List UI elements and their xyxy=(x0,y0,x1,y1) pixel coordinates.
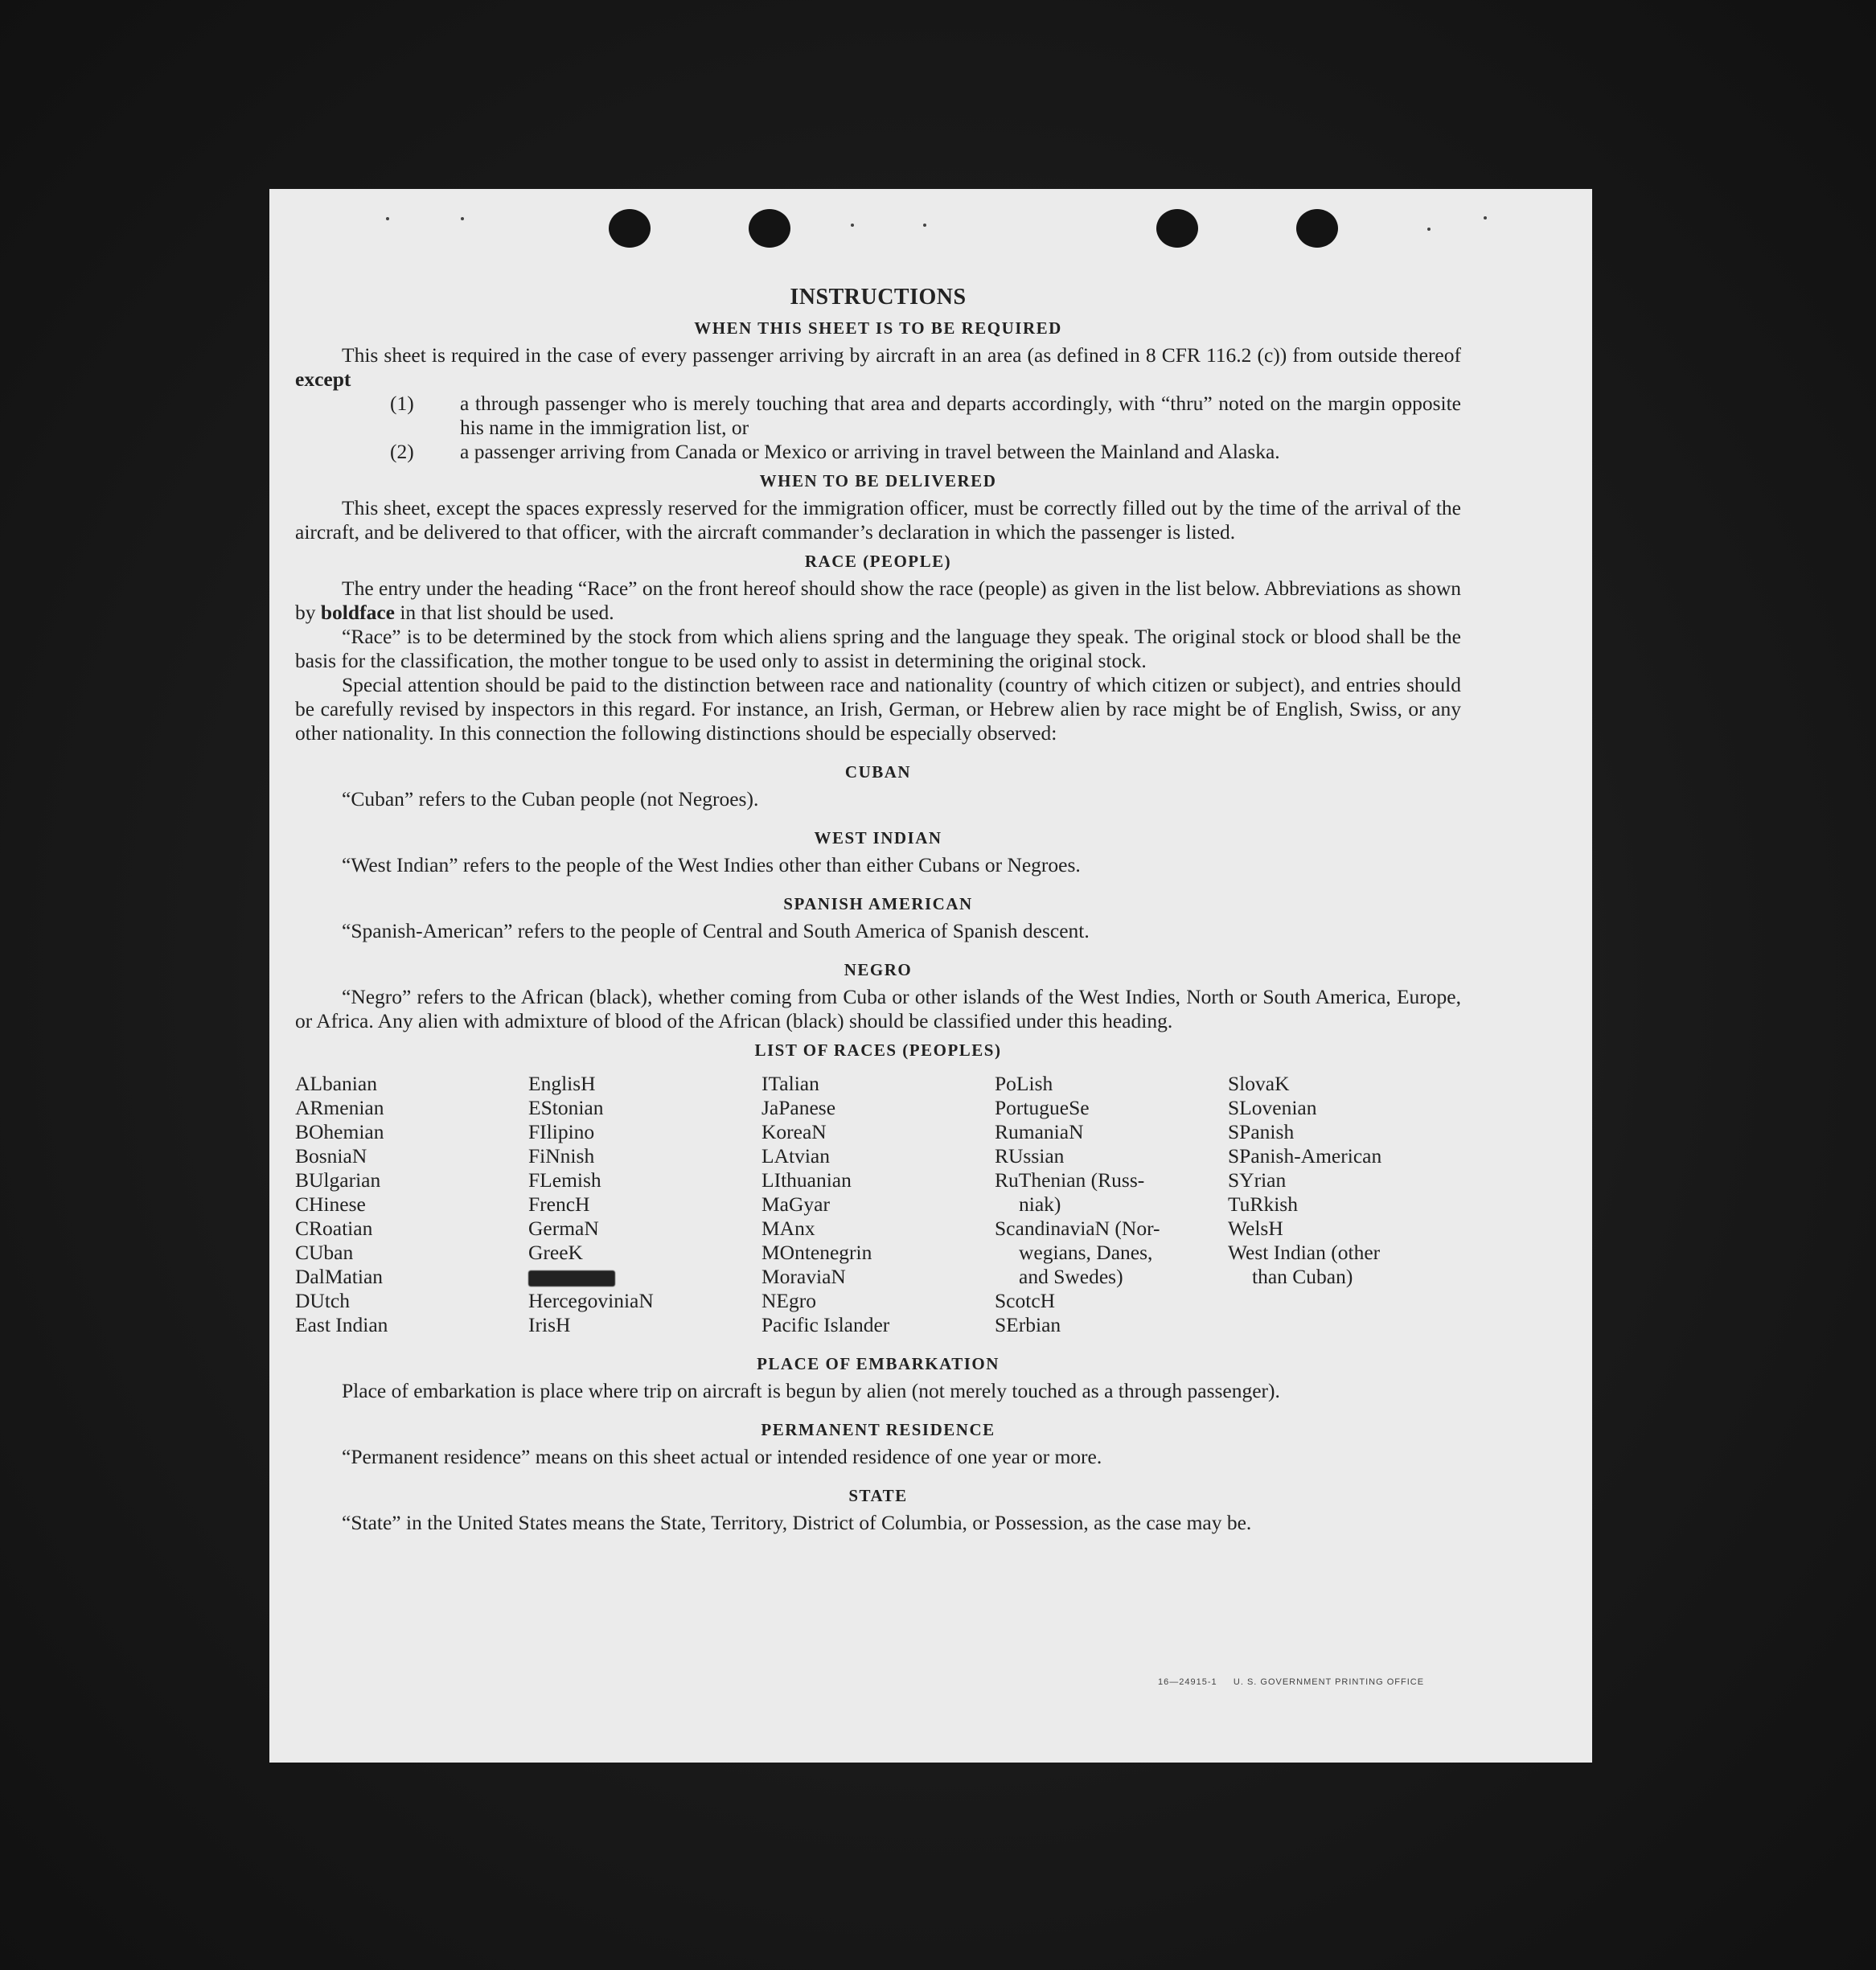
instruction-sheet xyxy=(269,189,1592,1763)
race-item: LAtvian xyxy=(761,1144,830,1168)
heading-race: RACE (PEOPLE) xyxy=(804,552,952,571)
race-item: BUlgarian xyxy=(295,1168,381,1192)
state-text: “State” in the United States means the State, Territory, District of Columbia, or Possession, as the case may be. xyxy=(342,1511,1252,1534)
race-column xyxy=(295,1072,528,1337)
redacted-entry xyxy=(528,1265,761,1289)
exception-item: (2) a passenger arriving from Canada or Mexico or arriving in travel between the Mainland and Alaska. xyxy=(390,440,1280,463)
race-item: LIthuanian xyxy=(761,1168,852,1192)
punch-hole xyxy=(1296,209,1338,248)
speck xyxy=(851,224,854,227)
race-item-continuation: and Swedes) xyxy=(1019,1265,1123,1288)
race-column xyxy=(528,1072,761,1337)
race-list xyxy=(295,1072,1461,1337)
race-item: TuRkish xyxy=(1228,1192,1298,1216)
race-item: IrisH xyxy=(528,1313,571,1336)
race-item: KoreaN xyxy=(761,1120,827,1143)
race-paragraph-3: Special attention should be paid to the distinction between race and nationality (country of which citizen or subject), and entries should be carefully revised by inspectors in this regard. For instance, an Irish, German, or Hebrew alien by race might be of English, Swiss, or any other nationality. In this connection the following distinctions should be especially observed: xyxy=(295,673,1461,745)
west-indian-text: “West Indian” refers to the people of the West Indies other than either Cubans or Negroes. xyxy=(342,853,1081,876)
race-item: SPanish xyxy=(1228,1120,1295,1143)
heading-when-required: WHEN THIS SHEET IS TO BE REQUIRED xyxy=(694,318,1062,338)
race-item: ScandinaviaN (Nor- xyxy=(995,1217,1160,1240)
race-column xyxy=(995,1072,1228,1337)
race-item-continuation: than Cuban) xyxy=(1252,1265,1353,1288)
race-item: HercegoviniaN xyxy=(528,1289,654,1312)
race-paragraph-1: The entry under the heading “Race” on the front hereof should show the race (people) as given in the list below. Abbreviations as shown by boldface in that list should be used. xyxy=(295,577,1461,624)
speck xyxy=(1427,228,1431,231)
race-column xyxy=(1228,1072,1461,1337)
permanent-residence-text: “Permanent residence” means on this sheet actual or intended residence of one year or more. xyxy=(342,1445,1102,1468)
when-delivered-text: This sheet, except the spaces expressly reserved for the immigration officer, must be correctly filled out by the time of the arrival of the aircraft, and be delivered to that officer, with the aircraft commander’s declaration in which the passenger is listed. xyxy=(295,496,1461,544)
race-item: BOhemian xyxy=(295,1120,384,1143)
heading-list-of-races: LIST OF RACES (PEOPLES) xyxy=(754,1040,1002,1060)
spanish-american-text: “Spanish-American” refers to the people of Central and South America of Spanish descent. xyxy=(342,919,1090,942)
cuban-text: “Cuban” refers to the Cuban people (not Negroes). xyxy=(342,787,759,811)
printer-footer xyxy=(1158,1677,1424,1687)
race-item: FIlipino xyxy=(528,1120,595,1143)
heading-negro: NEGRO xyxy=(844,960,913,979)
race-item: BosniaN xyxy=(295,1144,367,1168)
race-item: East Indian xyxy=(295,1313,388,1336)
race-item: PoLish xyxy=(995,1072,1053,1095)
race-item: ScotcH xyxy=(995,1289,1056,1312)
speck xyxy=(386,217,389,220)
heading-west-indian: WEST INDIAN xyxy=(814,828,942,848)
race-item: FLemish xyxy=(528,1168,601,1192)
race-item: FrencH xyxy=(528,1192,590,1216)
race-item: CRoatian xyxy=(295,1217,373,1240)
race-item: EStonian xyxy=(528,1096,604,1119)
race-item: SlovaK xyxy=(1228,1072,1290,1095)
race-item: RUssian xyxy=(995,1144,1065,1168)
race-item: ITalian xyxy=(761,1072,819,1095)
race-item: RumaniaN xyxy=(995,1120,1084,1143)
race-item: GermaN xyxy=(528,1217,599,1240)
negro-text: “Negro” refers to the African (black), whether coming from Cuba or other islands of the West Indies, North or South America, Europe, or Africa. Any alien with admixture of blood of the African (black) should be classified under this heading. xyxy=(295,985,1461,1032)
race-item: DalMatian xyxy=(295,1265,384,1288)
when-required-text: This sheet is required in the case of every passenger arriving by aircraft in an area (as defined in 8 CFR 116.2 (c)) from outside thereof except xyxy=(295,343,1461,391)
race-item: DUtch xyxy=(295,1289,350,1312)
race-item: ALbanian xyxy=(295,1072,377,1095)
race-item: WelsH xyxy=(1228,1217,1283,1240)
race-item: SErbian xyxy=(995,1313,1061,1336)
race-item: CHinese xyxy=(295,1192,366,1216)
page-title: INSTRUCTIONS xyxy=(790,285,967,310)
speck xyxy=(461,217,464,220)
punch-hole xyxy=(609,209,651,248)
heading-spanish-american: SPANISH AMERICAN xyxy=(783,894,973,913)
race-item: GreeK xyxy=(528,1241,583,1264)
race-paragraph-2: “Race” is to be determined by the stock from which aliens spring and the language they speak. The original stock or blood shall be the basis for the classification, the mother tongue to be used only to assist in determining the original stock. xyxy=(295,625,1461,672)
race-item: SYrian xyxy=(1228,1168,1287,1192)
race-item: PortugueSe xyxy=(995,1096,1090,1119)
race-item: MoraviaN xyxy=(761,1265,846,1288)
instructions-body xyxy=(295,285,1461,1535)
race-item: FiNnish xyxy=(528,1144,595,1168)
exception-item: (1) a through passenger who is merely touching that area and departs accordingly, with “thru” noted on the margin opposite his name in the immigration list, or xyxy=(390,392,1461,439)
race-item: MOntenegrin xyxy=(761,1241,872,1264)
heading-embarkation: PLACE OF EMBARKATION xyxy=(757,1354,1000,1373)
heading-permanent-residence: PERMANENT RESIDENCE xyxy=(761,1420,995,1439)
heading-cuban: CUBAN xyxy=(844,762,912,782)
heading-state: STATE xyxy=(848,1486,908,1505)
race-item-continuation: niak) xyxy=(1019,1192,1061,1216)
embarkation-text: Place of embarkation is place where trip on aircraft is begun by alien (not merely touched as a through passenger). xyxy=(342,1379,1280,1402)
race-item: ARmenian xyxy=(295,1096,384,1119)
race-item: West Indian (other xyxy=(1228,1241,1381,1264)
form-number: 16—24915-1 xyxy=(1158,1677,1217,1687)
race-item: SLovenian xyxy=(1228,1096,1317,1119)
race-column xyxy=(761,1072,995,1337)
race-item: EnglisH xyxy=(528,1072,596,1095)
punch-hole xyxy=(1156,209,1198,248)
race-item: MAnx xyxy=(761,1217,815,1240)
printer-name: U. S. GOVERNMENT PRINTING OFFICE xyxy=(1233,1677,1425,1687)
race-item: CUban xyxy=(295,1241,354,1264)
speck xyxy=(923,224,926,227)
race-item: MaGyar xyxy=(761,1192,830,1216)
race-item: SPanish-American xyxy=(1228,1144,1382,1168)
race-item: JaPanese xyxy=(761,1096,836,1119)
race-item: NEgro xyxy=(761,1289,816,1312)
punch-hole xyxy=(749,209,790,248)
race-item-continuation: wegians, Danes, xyxy=(1019,1241,1153,1264)
race-item: RuThenian (Russ- xyxy=(995,1168,1145,1192)
heading-when-delivered: WHEN TO BE DELIVERED xyxy=(759,471,997,490)
speck xyxy=(1484,216,1487,220)
race-item: Pacific Islander xyxy=(761,1313,890,1336)
